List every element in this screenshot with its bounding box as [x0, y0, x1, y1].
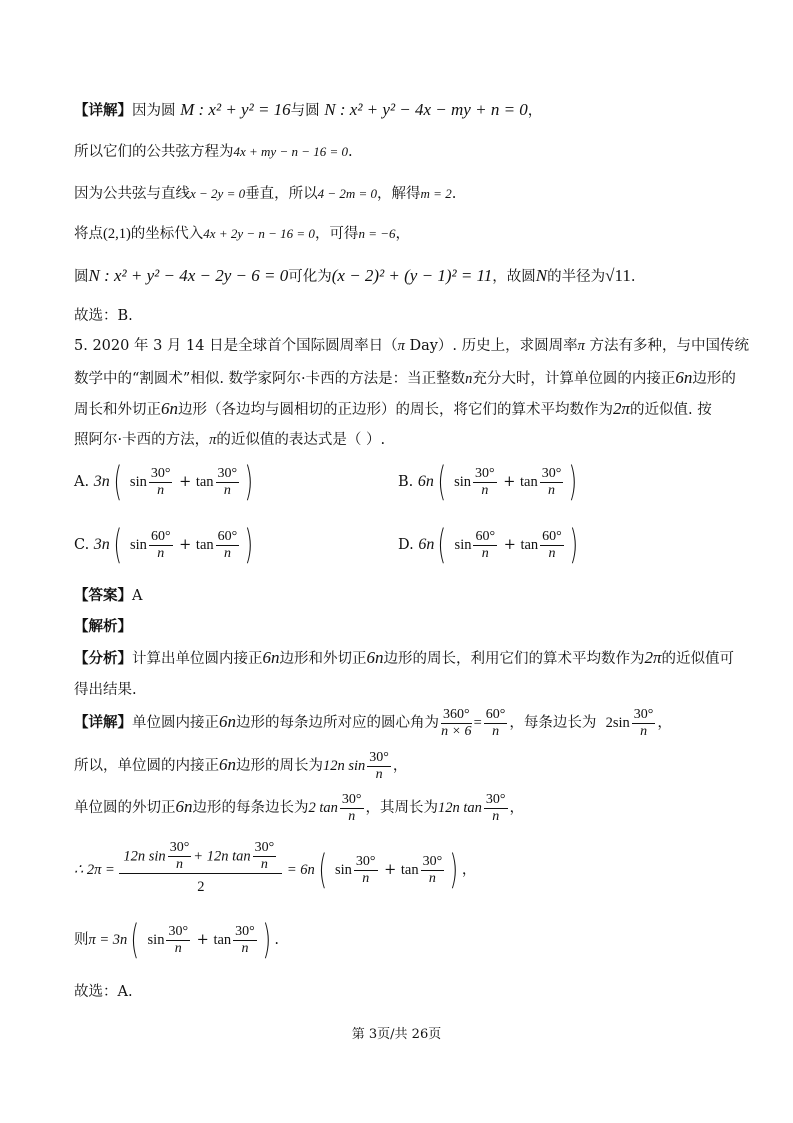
- detail-line-3: 因为公共弦与直线x − 2y = 0垂直，所以4 − 2m = 0，解得m = 2.: [74, 186, 457, 202]
- answer-value: A: [132, 588, 143, 604]
- question-5-line-3: 周长和外切正6n边形（各边均与圆相切的正边形）的周长，将它们的算术平均数作为2π的近似值. 按: [74, 399, 712, 418]
- analyze-line-1: 【分析】计算出单位圆内接正6n边形和外切正6n边形的周长，利用它们的算术平均数作为2π的近似值可: [74, 648, 735, 667]
- page-footer: 第 3页/共 26页: [351, 1027, 442, 1042]
- detail2-line-1: 【详解】单位圆内接正6n边形的每条边所对应的圆心角为 $\frac{360^\circ}{n \times 6}$ = $\frac{60^\circ}{n}$ ，每条边长为 2sin $\frac{30^\circ}{n}$ ，: [74, 706, 672, 739]
- answer-line: [74, 585, 142, 607]
- circle-n-equation: N : x² + y² − 4x − my + n = 0: [324, 100, 528, 119]
- detail-line-2: 所以它们的公共弦方程为4x + my − n − 16 = 0.: [74, 144, 353, 160]
- option-d[interactable]: D. 6n( sin $\frac{60^\circ}{n}$ + tan $\frac{60^\circ}{n}$ ): [398, 522, 578, 568]
- analyze-line-2: 得出结果.: [74, 682, 137, 698]
- common-chord-equation: 4x + my − n − 16 = 0: [233, 144, 349, 159]
- therefore-equation: ∴ 2π = 12n sin $\frac{30^\circ}{n}$ + 12n tan $\frac{30^\circ}{n}$ 2 = 6n( sin $\frac{30^\circ}{n}$ + tan $\frac{30^\circ}{n}$ ) ，: [74, 840, 477, 895]
- detail2-line-3: 单位圆的外切正6n边形的每条边长为2 tan $\frac{30^\circ}{n}$ ，其周长为12n tan $\frac{30^\circ}{n}$ ，: [74, 791, 525, 824]
- question-5-line-1: 5. 2020 年 3 月 14 日是全球首个国际圆周率日（π Day）. 历史上，求圆周率π 方法有多种，与中国传统: [74, 338, 750, 354]
- detail-line-5: 圆N : x² + y² − 4x − 2y − 6 = 0可化为(x − 2)² + (y − 1)² = 11，故圆N的半径为√11.: [74, 266, 636, 285]
- circle-m-equation: M : x² + y² = 16: [180, 100, 291, 119]
- analysis-tag: 【解析】: [74, 618, 132, 635]
- detail-line-1: 【详解】因为圆 M : x² + y² = 16与圆 N : x² + y² − 4x − my + n = 0，: [74, 100, 543, 119]
- answer-tag: 【答案】: [74, 587, 132, 604]
- choice-line-2: 故选：A.: [74, 984, 133, 1000]
- detail-tag: 【详解】: [74, 102, 132, 119]
- question-5-line-4: 照阿尔·卡西的方法，π的近似值的表达式是（ ）.: [74, 432, 386, 448]
- option-a[interactable]: A. 3n( sin $\frac{30^\circ}{n}$ + tan $\frac{30^\circ}{n}$ ): [74, 459, 254, 505]
- option-c[interactable]: C. 3n( sin $\frac{60^\circ}{n}$ + tan $\frac{60^\circ}{n}$ ): [74, 522, 254, 568]
- option-b[interactable]: B. 6n( sin $\frac{30^\circ}{n}$ + tan $\frac{30^\circ}{n}$ ): [398, 459, 578, 505]
- then-equation: 则π = 3n( sin $\frac{30^\circ}{n}$ + tan $\frac{30^\circ}{n}$ ) .: [74, 917, 279, 963]
- radius-value: √11: [605, 266, 631, 285]
- detail2-line-2: 所以，单位圆的内接正6n边形的周长为12n sin $\frac{30^\circ}{n}$ ，: [74, 749, 408, 782]
- question-5-line-2: 数学中的“割圆术”相似. 数学家阿尔·卡西的方法是：当正整数n充分大时，计算单位圆的内接正6n边形的: [74, 368, 736, 387]
- detail-line-4: 将点(2,1)的坐标代入4x + 2y − n − 16 = 0，可得n = −6，: [74, 226, 410, 242]
- choice-line-1: 故选：B.: [74, 308, 133, 324]
